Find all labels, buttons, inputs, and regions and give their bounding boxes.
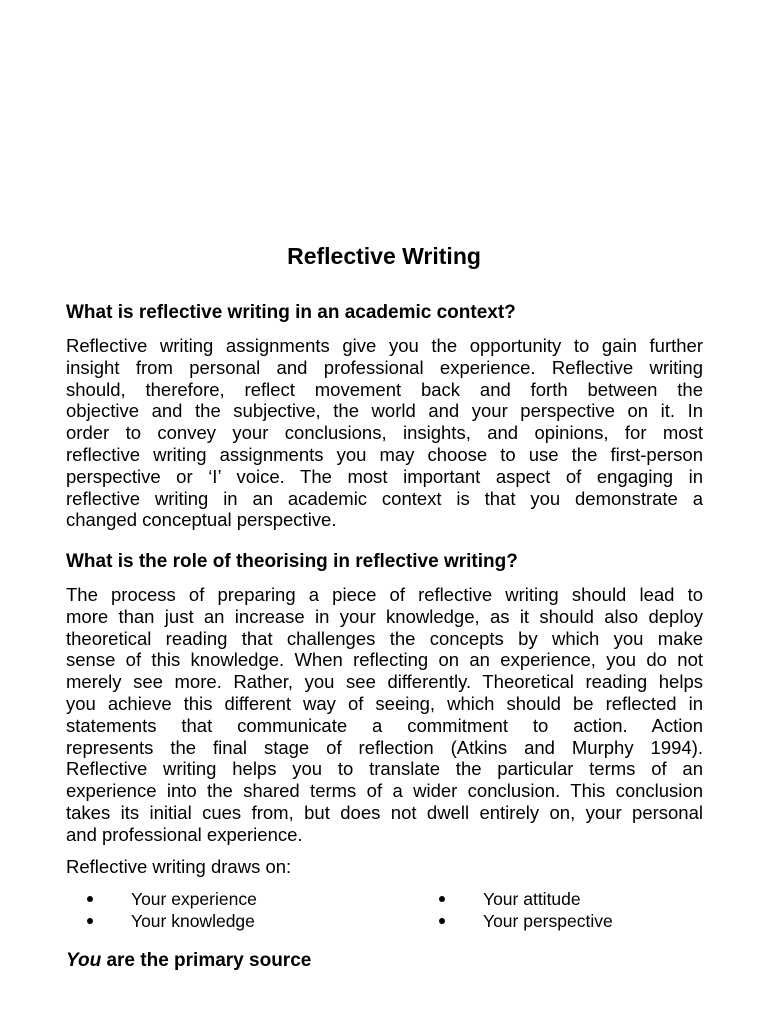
paragraph-line: Reflective writing helps you to translate the particular terms of an — [66, 758, 703, 780]
list-item — [66, 910, 257, 932]
paragraph-line: Reflective writing assignments give you the opportunity to gain further — [66, 335, 703, 356]
paragraph-line: insight from personal and professional experience. Reflective writing — [66, 356, 703, 378]
paragraph-line: order to convey your conclusions, insights, and opinions, for most — [66, 422, 703, 444]
bullet-icon — [87, 896, 93, 902]
section-heading-theorising: What is the role of theorising in reflective writing? — [66, 551, 518, 572]
list-item — [418, 910, 613, 932]
paragraph-line: perspective or ‘I’ voice. The most important aspect of engaging in — [66, 465, 703, 487]
list-item-label: Your attitude — [483, 889, 581, 909]
paragraph-line: merely see more. Rather, you see differently. Theoretical reading helps — [66, 671, 703, 693]
paragraph-line: takes its initial cues from, but does not dwell entirely on, your personal — [66, 801, 703, 823]
list-item — [418, 888, 613, 910]
closing-rest: are the primary source — [101, 950, 312, 971]
paragraph-line: The process of preparing a piece of reflective writing should lead to — [66, 584, 703, 605]
paragraph-line: objective and the subjective, the world and your perspective on it. In — [66, 400, 703, 422]
closing-statement — [66, 948, 311, 974]
document-title: Reflective Writing — [287, 243, 481, 269]
paragraph-line: you achieve this different way of seeing, which should be reflected in — [66, 692, 703, 714]
bullet-icon — [439, 896, 445, 902]
paragraph-line: changed conceptual perspective. — [66, 509, 337, 531]
list-item-label: Your experience — [131, 889, 257, 909]
bullet-icon — [87, 918, 93, 924]
section-paragraph-academic-context — [66, 335, 703, 531]
list-item — [66, 888, 257, 910]
list-item-label: Your knowledge — [131, 911, 255, 931]
bullet-icon — [439, 918, 445, 924]
paragraph-line: reflective writing in an academic context is that you demonstrate a — [66, 487, 703, 509]
paragraph-line: experience into the shared terms of a wider conclusion. This conclusion — [66, 780, 703, 802]
paragraph-line: reflective writing assignments you may choose to use the first-person — [66, 443, 703, 465]
paragraph-line: represents the final stage of reflection (Atkins and Murphy 1994). — [66, 736, 703, 758]
paragraph-line: should, therefore, reflect movement back and forth between the — [66, 378, 703, 400]
closing-emphasis: You — [66, 950, 102, 971]
paragraph-line: and professional experience. — [66, 823, 303, 845]
section-heading-academic-context: What is reflective writing in an academic context? — [66, 302, 516, 323]
list-item-label: Your perspective — [483, 911, 613, 931]
bullet-list-right — [418, 888, 613, 932]
bullet-list-left — [66, 888, 257, 932]
paragraph-line: theoretical reading that challenges the concepts by which you make — [66, 627, 703, 649]
paragraph-line: sense of this knowledge. When reflecting on an experience, you do not — [66, 649, 703, 671]
draws-on-label: Reflective writing draws on: — [66, 856, 292, 877]
section-paragraph-theorising — [66, 584, 703, 846]
paragraph-line: more than just an increase in your knowledge, as it should also deploy — [66, 605, 703, 627]
paragraph-line: statements that communicate a commitment to action. Action — [66, 714, 703, 736]
